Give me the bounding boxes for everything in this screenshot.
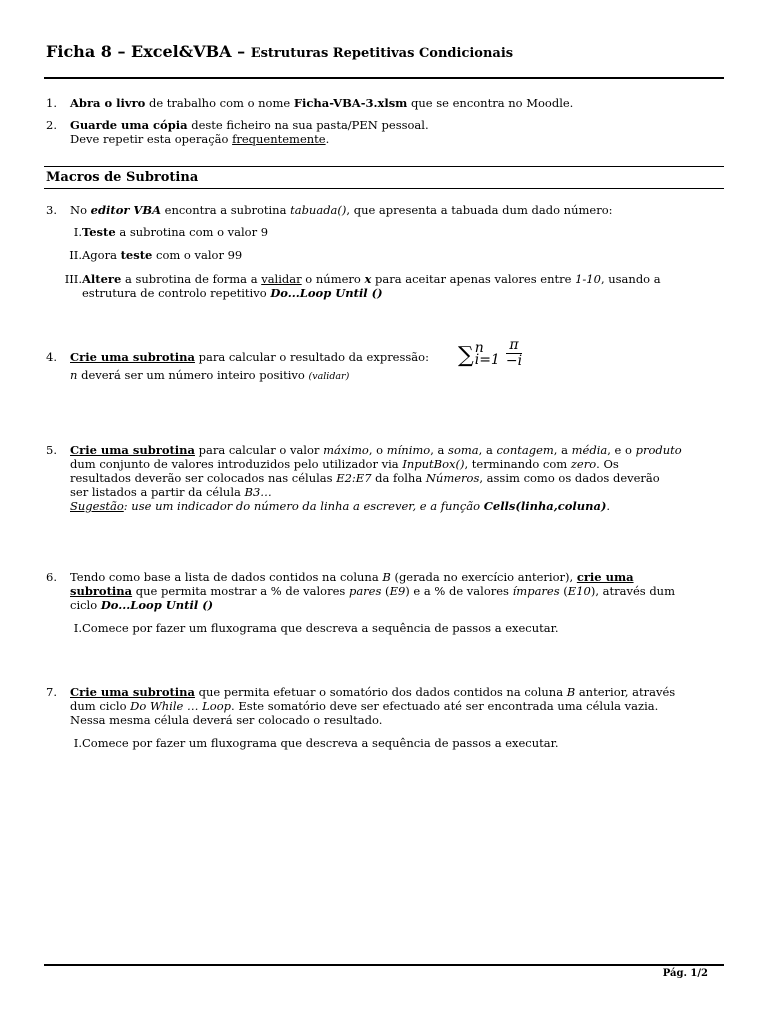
list-item-6 [46,570,718,612]
ex3-range: 1-10 [575,272,601,286]
formula-upper: n [474,339,484,356]
ex5-suggestion: : use um indicador do número da linha a escrever, e a função [123,499,484,513]
item-number: 6. [46,570,57,584]
ex6-line2-end: ), através dum [590,584,675,598]
ex3-sub-ii-text: Agora [82,248,121,262]
ex4-line2: deverá ser um número inteiro positivo [77,368,309,382]
ex5-avg: média [571,443,608,457]
ex5-inputbox: InputBox() [402,457,465,471]
ex5-line3: da folha [371,471,426,485]
sigma-symbol: ∑ [458,342,474,368]
ex7-line2-end: . Este somatório deve ser efectuado até ser encontrada uma célula vazia. [231,699,659,713]
ex5-line2: dum conjunto de valores introduzidos pelo utilizador via [70,457,403,471]
ex3-sub-iii-text: , usando a [600,272,661,286]
ex3-function: tabuada() [290,203,347,217]
roman-numeral: III. [64,272,82,286]
item-2-line2: Deve repetir esta operação [70,132,233,146]
ex3-sub-i [60,225,268,239]
ex3-variable-x: x [364,272,372,286]
ex5-range: E2:E7 [336,471,372,485]
ex3-sub-iii-text: o número [301,272,365,286]
ex4-var-n: n [70,368,78,382]
formula-numerator: π [506,338,522,354]
ex3-sub-ii-text-end: com o valor 99 [152,248,243,262]
ex7-line1: que permita efetuar o somatório dos dados contidos na coluna [194,685,567,699]
ex3-sub-i-bold: Teste [82,225,116,239]
ex6-line2: que permita mostrar a % de valores [132,584,349,598]
ex5-sep: , a [430,443,449,457]
ex6-line3: ciclo [70,598,101,612]
ex7-line2: dum ciclo [70,699,131,713]
ex5-zero: zero [570,457,597,471]
item-number: 1. [46,96,57,110]
item-2-period: . [325,132,330,146]
ex3-sub-iii-bold: Altere [82,272,122,286]
ex3-sub-iii-text: para aceitar apenas valores entre [371,272,576,286]
ex5-count: contagem [496,443,554,457]
ex5-suggestion-label: Sugestão [70,499,124,513]
list-item-2 [46,118,718,146]
ex5-period: . [606,499,611,513]
ex6-line1: (gerada no exercício anterior), [390,570,577,584]
item-number: 3. [46,203,57,217]
ex5-line2: , terminando com [464,457,571,471]
ex3-sub-iii-line2: estrutura de controlo repetitivo [82,286,271,300]
ex3-sub-iii [60,272,720,300]
ex3-editor: editor VBA [90,203,161,217]
roman-numeral: I. [73,621,82,635]
ex5-line3-end: , assim como os dados deverão [479,471,660,485]
list-item-3 [46,203,718,217]
ex5-max: máximo [323,443,369,457]
item-1-bold: Abra o livro [70,96,146,110]
item-1-text-end: que se encontra no Moodle. [407,96,574,110]
ex6-e10: E10 [567,584,591,598]
item-1-filename: Ficha-VBA-3.xlsm [293,96,408,110]
item-2-underlined: frequentemente [232,132,326,146]
ex5-sum: soma [448,443,479,457]
ex3-sub-i-text: a subrotina com o valor 9 [115,225,269,239]
ex5-cells-func: Cells(linha,coluna) [483,499,607,513]
ex6-bold: subrotina [70,584,133,598]
ex5-line2-end: . Os [596,457,619,471]
ex5-min: mínimo [386,443,431,457]
ex5-text: para calcular o valor [194,443,324,457]
ex6-impares: ímpares [512,584,560,598]
ex5-line3: resultados deverão ser colocados nas células [70,471,337,485]
ex5-bold: Crie uma subrotina [70,443,195,457]
ex5-cell: B3… [244,485,272,499]
document-title [46,42,726,61]
roman-numeral: I. [73,736,82,750]
ex6-paren: ( [559,584,568,598]
ex7-line1-end: anterior, através [575,685,676,699]
ex3-sub-ii [60,248,242,262]
item-2-bold: Guarde uma cópia [70,118,188,132]
ex7-col-b: B [566,685,576,699]
ex3-code: Do...Loop Until () [270,286,383,300]
ex6-pares: pares [348,584,382,598]
item-number: 5. [46,443,57,457]
ex3-text: , que apresenta a tabuada dum dado número: [346,203,613,217]
item-2-text: deste ficheiro na sua pasta/PEN pessoal. [187,118,429,132]
ex6-line2: ) e a % de valores [405,584,513,598]
list-item-7 [46,685,718,727]
ex6-paren: ( [381,584,390,598]
list-item-4 [46,350,718,384]
ex5-sheet: Números [425,471,480,485]
ex6-bold: crie uma [576,570,634,584]
ex6-e9: E9 [389,584,406,598]
section-divider-bottom [44,188,724,189]
ex5-sep: , a [478,443,497,457]
ex4-bold: Crie uma subrotina [70,350,195,364]
ex7-bold: Crie uma subrotina [70,685,195,699]
ex7-sub-i-text: Comece por fazer um fluxograma que descreva a sequência de passos a executar. [82,736,559,750]
ex5-sep: , a [553,443,572,457]
section-divider-top [44,166,724,167]
list-item-5 [46,443,718,513]
ex3-sub-ii-bold: teste [120,248,153,262]
ex7-code: Do While … Loop [130,699,232,713]
ex6-code: Do...Loop Until () [100,598,214,612]
ex6-col-b: B [382,570,391,584]
title-divider [44,77,724,79]
summation-formula [458,338,522,369]
section-title: Macros de Subrotina [46,170,199,185]
ex5-sep: , e o [607,443,636,457]
ex3-sub-iii-text: a subrotina de forma a [121,272,262,286]
formula-denominator: −i [505,353,523,369]
title-main: Ficha 8 – Excel&VBA – [46,42,251,61]
ex6-line1: Tendo como base a lista de dados contidos na coluna [70,570,383,584]
ex5-line4: ser listados a partir da célula [70,485,245,499]
item-1-text: de trabalho com o nome [145,96,294,110]
item-number: 2. [46,118,57,132]
ex4-validar: (validar) [308,371,350,382]
title-subtitle: Estruturas Repetitivas Condicionais [250,46,514,61]
ex5-product: produto [635,443,682,457]
footer-divider [44,964,724,966]
item-number: 7. [46,685,57,699]
ex7-sub-i [60,736,559,750]
formula-lower: i=1 [474,351,500,368]
ex3-text: No [70,203,91,217]
list-item-1 [46,96,718,110]
ex7-line3: Nessa mesma célula deverá ser colocado o resultado. [70,713,383,727]
ex3-sub-iii-underlined: validar [261,272,302,286]
ex3-text: encontra a subrotina [161,203,291,217]
page-number: Pág. 1/2 [662,968,708,979]
ex5-sep: , o [368,443,387,457]
roman-numeral: II. [69,248,82,262]
item-number: 4. [46,350,57,364]
roman-numeral: I. [73,225,82,239]
ex6-sub-i [60,621,559,635]
ex4-text: para calcular o resultado da expressão: [194,350,429,364]
ex6-sub-i-text: Comece por fazer um fluxograma que descreva a sequência de passos a executar. [82,621,559,635]
